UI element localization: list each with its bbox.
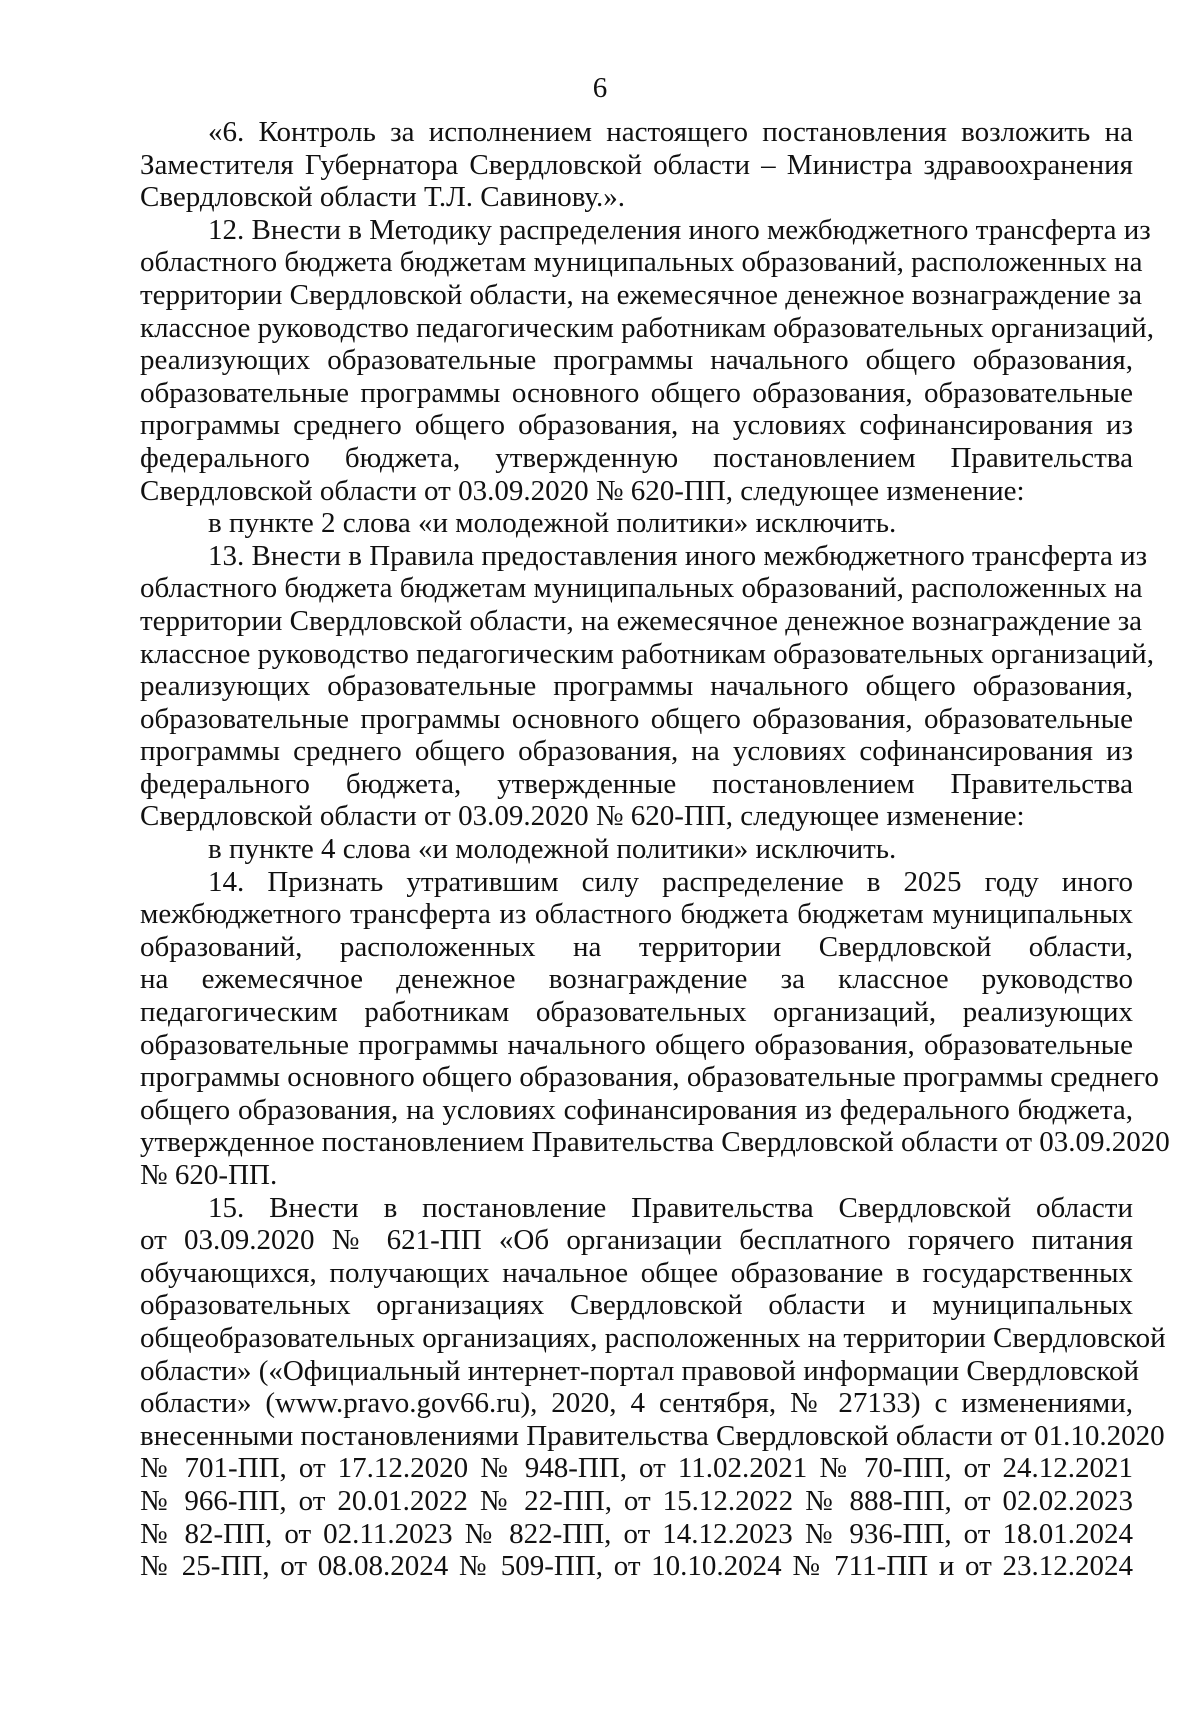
page-number: 6 xyxy=(592,72,608,104)
text-line: программы среднего общего образования, на условиях софинансирования из xyxy=(140,409,1133,442)
text-line: образований, расположенных на территории Свердловской области, xyxy=(140,930,1133,963)
text-line: классное руководство педагогическим работникам образовательных организаций, xyxy=(140,311,1154,344)
text-line: федерального бюджета, утвержденные постановлением Правительства xyxy=(140,767,1133,800)
text-line: образовательные программы основного общего образования, образовательные xyxy=(140,702,1133,735)
document-body xyxy=(140,116,1170,1583)
text-line: образовательные программы основного общего образования, образовательные xyxy=(140,376,1133,409)
text-line: утвержденное постановлением Правительства Свердловской области от 03.09.2020 xyxy=(140,1126,1170,1159)
text-line: № 25-ПП, от 08.08.2024 № 509-ПП, от 10.10.2024 № 711-ПП и от 23.12.2024 xyxy=(140,1550,1133,1583)
text-line: № 620-ПП. xyxy=(140,1159,278,1191)
text-line: внесенными постановлениями Правительства Свердловской области от 01.10.2020 xyxy=(140,1419,1165,1452)
text-line: обучающихся, получающих начальное общее образование в государственных xyxy=(140,1256,1133,1289)
text-line: 15. Внести в постановление Правительства Свердловской области xyxy=(208,1191,1133,1224)
text-line: педагогическим работникам образовательных организаций, реализующих xyxy=(140,996,1133,1029)
text-line: общего образования, на условиях софинансирования из федерального бюджета, xyxy=(140,1093,1133,1126)
text-line: «6. Контроль за исполнением настоящего постановления возложить на xyxy=(208,116,1133,148)
text-line: № 966-ПП, от 20.01.2022 № 22-ПП, от 15.12.2022 № 888-ПП, от 02.02.2023 xyxy=(140,1484,1133,1517)
text-line: образовательные программы начального общего образования, образовательные xyxy=(140,1028,1133,1061)
text-line: Заместителя Губернатора Свердловской области – Министра здравоохранения xyxy=(140,148,1133,181)
text-line: межбюджетного трансферта из областного бюджета бюджетам муниципальных xyxy=(140,898,1133,931)
text-line: в пункте 4 слова «и молодежной политики» исключить. xyxy=(208,833,897,866)
text-line: образовательных организациях Свердловской области и муниципальных xyxy=(140,1289,1133,1322)
text-line: области» («Официальный интернет-портал правовой информации Свердловской xyxy=(140,1354,1140,1387)
text-line: территории Свердловской области, на ежемесячное денежное вознаграждение за xyxy=(140,604,1143,637)
text-line: реализующих образовательные программы начального общего образования, xyxy=(140,670,1133,703)
text-line: 14. Признать утратившим силу распределение в 2025 году иного xyxy=(208,865,1133,898)
text-line: реализующих образовательные программы начального общего образования, xyxy=(140,344,1133,377)
text-line: программы основного общего образования, образовательные программы среднего xyxy=(140,1061,1159,1094)
text-line: № 82-ПП, от 02.11.2023 № 822-ПП, от 14.12.2023 № 936-ПП, от 18.01.2024 xyxy=(140,1517,1133,1550)
text-line: Свердловской области от 03.09.2020 № 620-ПП, следующее изменение: xyxy=(140,474,1025,507)
text-line: № 701-ПП, от 17.12.2020 № 948-ПП, от 11.02.2021 № 70-ПП, от 24.12.2021 xyxy=(140,1452,1133,1485)
text-line: Свердловской области от 03.09.2020 № 620-ПП, следующее изменение: xyxy=(140,800,1025,833)
text-line: в пункте 2 слова «и молодежной политики» исключить. xyxy=(208,507,897,540)
text-line: федерального бюджета, утвержденную постановлением Правительства xyxy=(140,441,1133,474)
text-line: областного бюджета бюджетам муниципальных образований, расположенных на xyxy=(140,246,1143,279)
text-line: от 03.09.2020 № 621-ПП «Об организации бесплатного горячего питания xyxy=(140,1224,1133,1257)
text-line: на ежемесячное денежное вознаграждение за классное руководство xyxy=(140,963,1133,996)
text-line: программы среднего общего образования, на условиях софинансирования из xyxy=(140,735,1133,768)
text-line: классное руководство педагогическим работникам образовательных организаций, xyxy=(140,637,1154,670)
text-line: областного бюджета бюджетам муниципальных образований, расположенных на xyxy=(140,572,1143,605)
text-line: 12. Внести в Методику распределения иного межбюджетного трансферта из xyxy=(208,213,1151,246)
text-line: 13. Внести в Правила предоставления иного межбюджетного трансферта из xyxy=(208,539,1148,572)
text-line: территории Свердловской области, на ежемесячное денежное вознаграждение за xyxy=(140,278,1143,311)
text-line: Свердловской области Т.Л. Савинову.». xyxy=(140,181,626,214)
text-line: области» (www.pravo.gov66.ru), 2020, 4 сентября, № 27133) с изменениями, xyxy=(140,1387,1133,1420)
text-line: общеобразовательных организациях, расположенных на территории Свердловской xyxy=(140,1321,1166,1354)
